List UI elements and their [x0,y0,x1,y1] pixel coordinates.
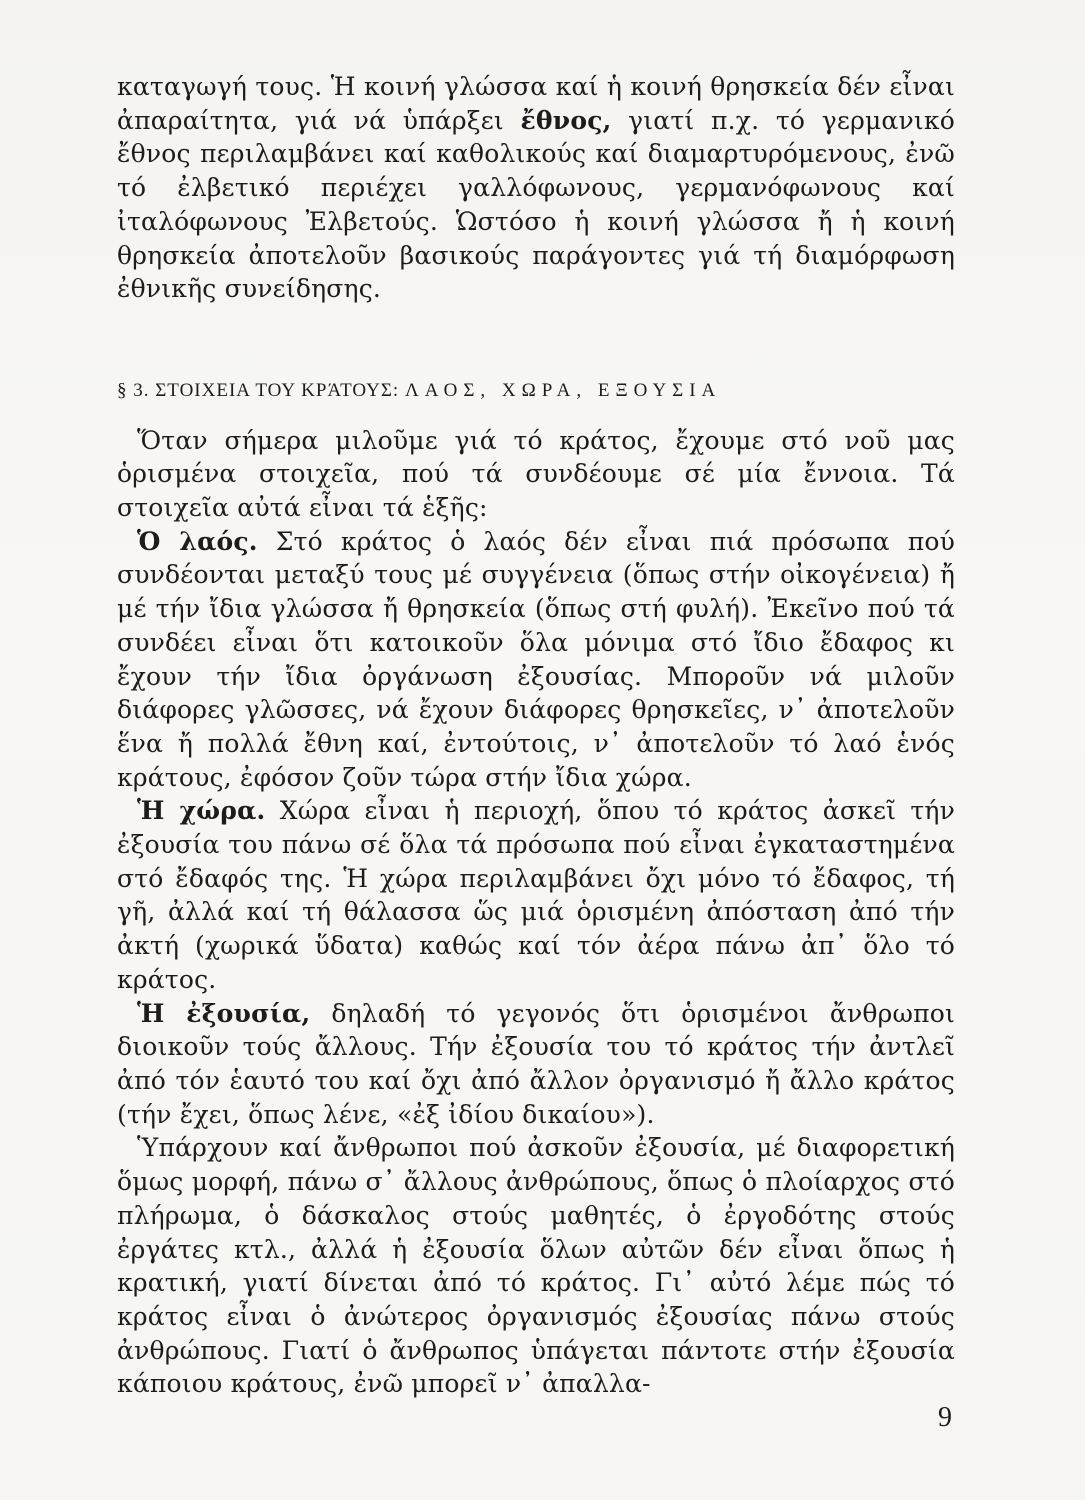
bold-term-country: Ἡ χώρα. [137,796,266,826]
spacer [117,306,955,340]
page-body [117,70,955,1401]
paragraph-nation [117,70,955,306]
paragraph-text: Στό κράτος ὁ λαός δέν εἶναι πιά πρόσωπα πού συνδέονται μεταξύ τους μέ συγγένεια (ὅπως στήν οἰκογένεια) ἤ μέ τήν ἴδια γλώσσα ἤ θρησκεία (ὅπως στή φυλή). Ἐκεῖνο πού τά συνδέει εἶναι ὅτι κατοικοῦν ὅλα μόνιμα στό ἴδιο ἔδαφος κι ἔχουν τήν ἴδια ὀργάνωση ἐξουσίας. Μποροῦν νά μιλοῦν διάφορες γλῶσσες, νά ἔχουν διάφορες θρησκεῖες, ν᾽ ἀποτελοῦν ἕνα ἤ πολλά ἔθνη καί, ἐντούτοις, ν᾽ ἀποτελοῦν τό λαό ἑνός κράτους, ἐφόσον ζοῦν τώρα στήν ἴδια χώρα. [117,526,955,792]
paragraph-text: Χώρα εἶναι ἡ περιοχή, ὅπου τό κράτος ἀσκεῖ τήν ἐξουσία του πάνω σέ ὅλα τά πρόσωπα πού εἶναι ἐγκαταστημένα στό ἔδαφός της. Ἡ χώρα περιλαμβάνει ὄχι μόνο τό ἔδαφος, τή γῆ, ἀλλά καί τή θάλασσα ὥς μιά ὁρισμένη ἀπόσταση ἀπό τήν ἀκτή (χωρικά ὕδατα) καθώς καί τόν ἀέρα πάνω ἀπ᾽ ὅλο τό κράτος. [117,796,955,994]
section-elements: ΛΑΟΣ, ΧΩΡΑ, ΕΞΟΥΣΙΑ [404,379,722,401]
paragraph-intro: Ὅταν σήμερα μιλοῦμε γιά τό κράτος, ἔχουμε στό νοῦ μας ὁρισμένα στοιχεῖα, πού τά συνδέουμε σέ μία ἔννοια. Τά στοιχεῖα αὐτά εἶναι τά ἑξῆς: [117,425,955,523]
paragraph-other-authority: Ὑπάρχουν καί ἄνθρωποι πού ἀσκοῦν ἐξουσία, μέ διαφορετική ὅμως μορφή, πάνω σ᾽ ἄλλους ἀνθρώπους, ὅπως ὁ πλοίαρχος στό πλήρωμα, ὁ δάσκαλος στούς μαθητές, ὁ ἐργοδότης στούς ἐργάτες κτλ., ἀλλά ἡ ἐξουσία ὅλων αὐτῶν δέν εἶναι ὅπως ἡ κρατική, γιατί δίνεται ἀπό τό κράτος. Γι᾽ αὐτό λέμε πώς τό κράτος εἶναι ὁ ἀνώτερος ὀργανισμός ἐξουσίας πάνω στούς ἀνθρώπους. Γιατί ὁ ἄνθρωπος ὑπάγεται πάντοτε στήν ἐξουσία κάποιου κράτους, ἐνῶ μπορεῖ ν᾽ ἀπαλλα- [117,1133,955,1399]
spacer [117,408,955,424]
section-title: ΣΤΟΙΧΕΙΑ ΤΟΥ ΚΡΆΤΟΥΣ: [155,379,400,401]
paragraph-country [117,794,955,996]
bold-term-people: Ὁ λαός. [137,526,258,556]
page-number: 9 [938,1402,952,1433]
bold-term-nation: ἔθνος, [520,105,612,135]
spacer [117,340,955,374]
paragraph-people [117,525,955,795]
paragraph-authority [117,997,955,1132]
section-heading [117,374,955,408]
paragraph-text: δηλαδή τό γεγονός ὅτι ὁρισμένοι ἄνθρωποι διοικοῦν τούς ἄλλους. Τήν ἐξουσία του τό κράτος τήν ἀντλεῖ ἀπό τόν ἑαυτό του καί ὄχι ἀπό ἄλλον ὀργανισμό ἤ ἄλλο κράτος (τήν ἔχει, ὅπως λένε, «ἐξ ἰδίου δικαίου»). [117,998,955,1129]
section-number: § 3. [117,379,150,401]
paragraph-text: γιατί π.χ. τό γερμανικό ἔθνος περιλαμβάνει καί καθολικούς καί διαμαρτυρόμενους, ἐνῶ τό ἐλβετικό περιέχει γαλλόφωνους, γερμανόφωνους καί ἰταλόφωνους Ἐλβετούς. Ὡστόσο ἡ κοινή γλώσσα ἤ ἡ κοινή θρησκεία ἀποτελοῦν βασικούς παράγοντες γιά τή διαμόρφωση ἐθνικῆς συνείδησης. [117,105,955,304]
bold-term-authority: Ἡ ἐξουσία, [137,998,311,1028]
paragraph-text: καταγωγή τους. Ἡ κοινή γλώσσα καί ἡ κοινή θρησκεία δέν εἶναι ἀπαραίτητα, γιά νά ὑπάρξει [117,72,955,135]
